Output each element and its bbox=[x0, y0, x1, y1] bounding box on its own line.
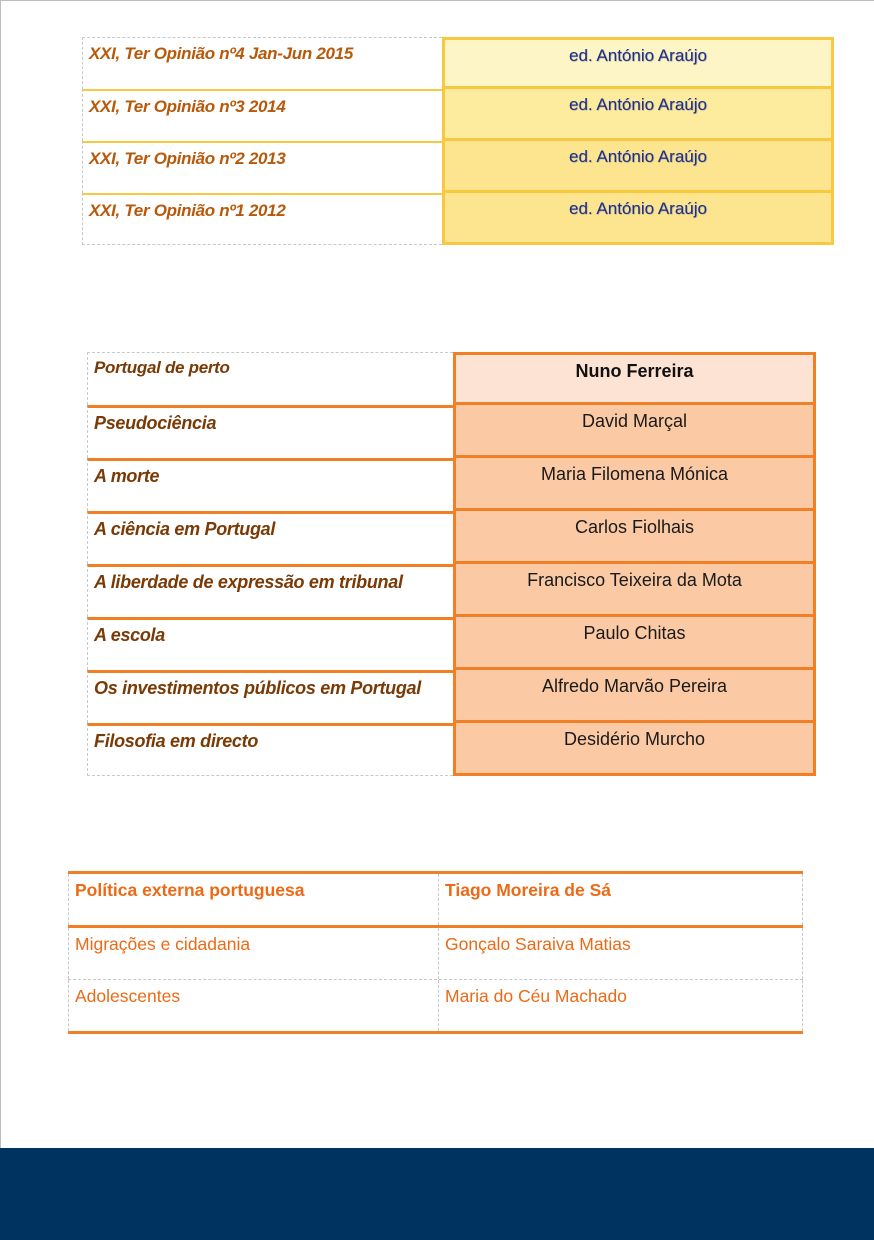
book-author: Carlos Fiolhais bbox=[453, 511, 816, 564]
table-row bbox=[87, 723, 816, 776]
publication-title: XXI, Ter Opinião nº3 2014 bbox=[82, 89, 442, 141]
publication-title: XXI, Ter Opinião nº4 Jan-Jun 2015 bbox=[82, 37, 442, 89]
book-author: Alfredo Marvão Pereira bbox=[453, 670, 816, 723]
book-topic: A morte bbox=[87, 458, 453, 511]
essays-table bbox=[68, 871, 803, 1034]
book-topic: Pseudociência bbox=[87, 405, 453, 458]
book-topic: A ciência em Portugal bbox=[87, 511, 453, 564]
essay-author: Maria do Céu Machado bbox=[438, 980, 803, 1031]
publication-title: XXI, Ter Opinião nº1 2012 bbox=[82, 193, 442, 245]
footer-bar bbox=[0, 1148, 874, 1240]
table-row bbox=[82, 37, 834, 89]
book-author: Francisco Teixeira da Mota bbox=[453, 564, 816, 617]
table-row bbox=[87, 405, 816, 458]
table-row bbox=[82, 193, 834, 245]
table-row bbox=[68, 979, 803, 1034]
table-row bbox=[82, 89, 834, 141]
book-author: Maria Filomena Mónica bbox=[453, 458, 816, 511]
book-topic: A escola bbox=[87, 617, 453, 670]
book-author: Paulo Chitas bbox=[453, 617, 816, 670]
book-author: Nuno Ferreira bbox=[453, 352, 816, 405]
publication-editor: ed. António Araújo bbox=[442, 193, 834, 245]
table-row bbox=[87, 352, 816, 405]
book-author: Desidério Murcho bbox=[453, 723, 816, 776]
essay-author: Tiago Moreira de Sá bbox=[438, 874, 803, 925]
page-edge-left bbox=[0, 0, 1, 1148]
publication-editor: ed. António Araújo bbox=[442, 89, 834, 141]
book-topic: Filosofia em directo bbox=[87, 723, 453, 776]
table-row bbox=[87, 564, 816, 617]
table-row bbox=[87, 458, 816, 511]
table-row bbox=[68, 874, 803, 925]
portugal-series-table bbox=[87, 352, 816, 776]
publication-editor: ed. António Araújo bbox=[442, 141, 834, 193]
book-topic: A liberdade de expressão em tribunal bbox=[87, 564, 453, 617]
table-row bbox=[82, 141, 834, 193]
publication-editor: ed. António Araújo bbox=[442, 37, 834, 89]
publication-title: XXI, Ter Opinião nº2 2013 bbox=[82, 141, 442, 193]
table-row bbox=[87, 617, 816, 670]
xxi-publications-table bbox=[82, 37, 834, 245]
table-row bbox=[87, 670, 816, 723]
essay-author: Gonçalo Saraiva Matias bbox=[438, 928, 803, 979]
table-row bbox=[68, 925, 803, 979]
essay-topic: Adolescentes bbox=[68, 980, 438, 1031]
essay-topic: Migrações e cidadania bbox=[68, 928, 438, 979]
book-author: David Marçal bbox=[453, 405, 816, 458]
book-topic: Os investimentos públicos em Portugal bbox=[87, 670, 453, 723]
book-topic: Portugal de perto bbox=[87, 352, 453, 405]
table-row bbox=[87, 511, 816, 564]
page-edge-top bbox=[0, 0, 874, 1]
essay-topic: Política externa portuguesa bbox=[68, 874, 438, 925]
